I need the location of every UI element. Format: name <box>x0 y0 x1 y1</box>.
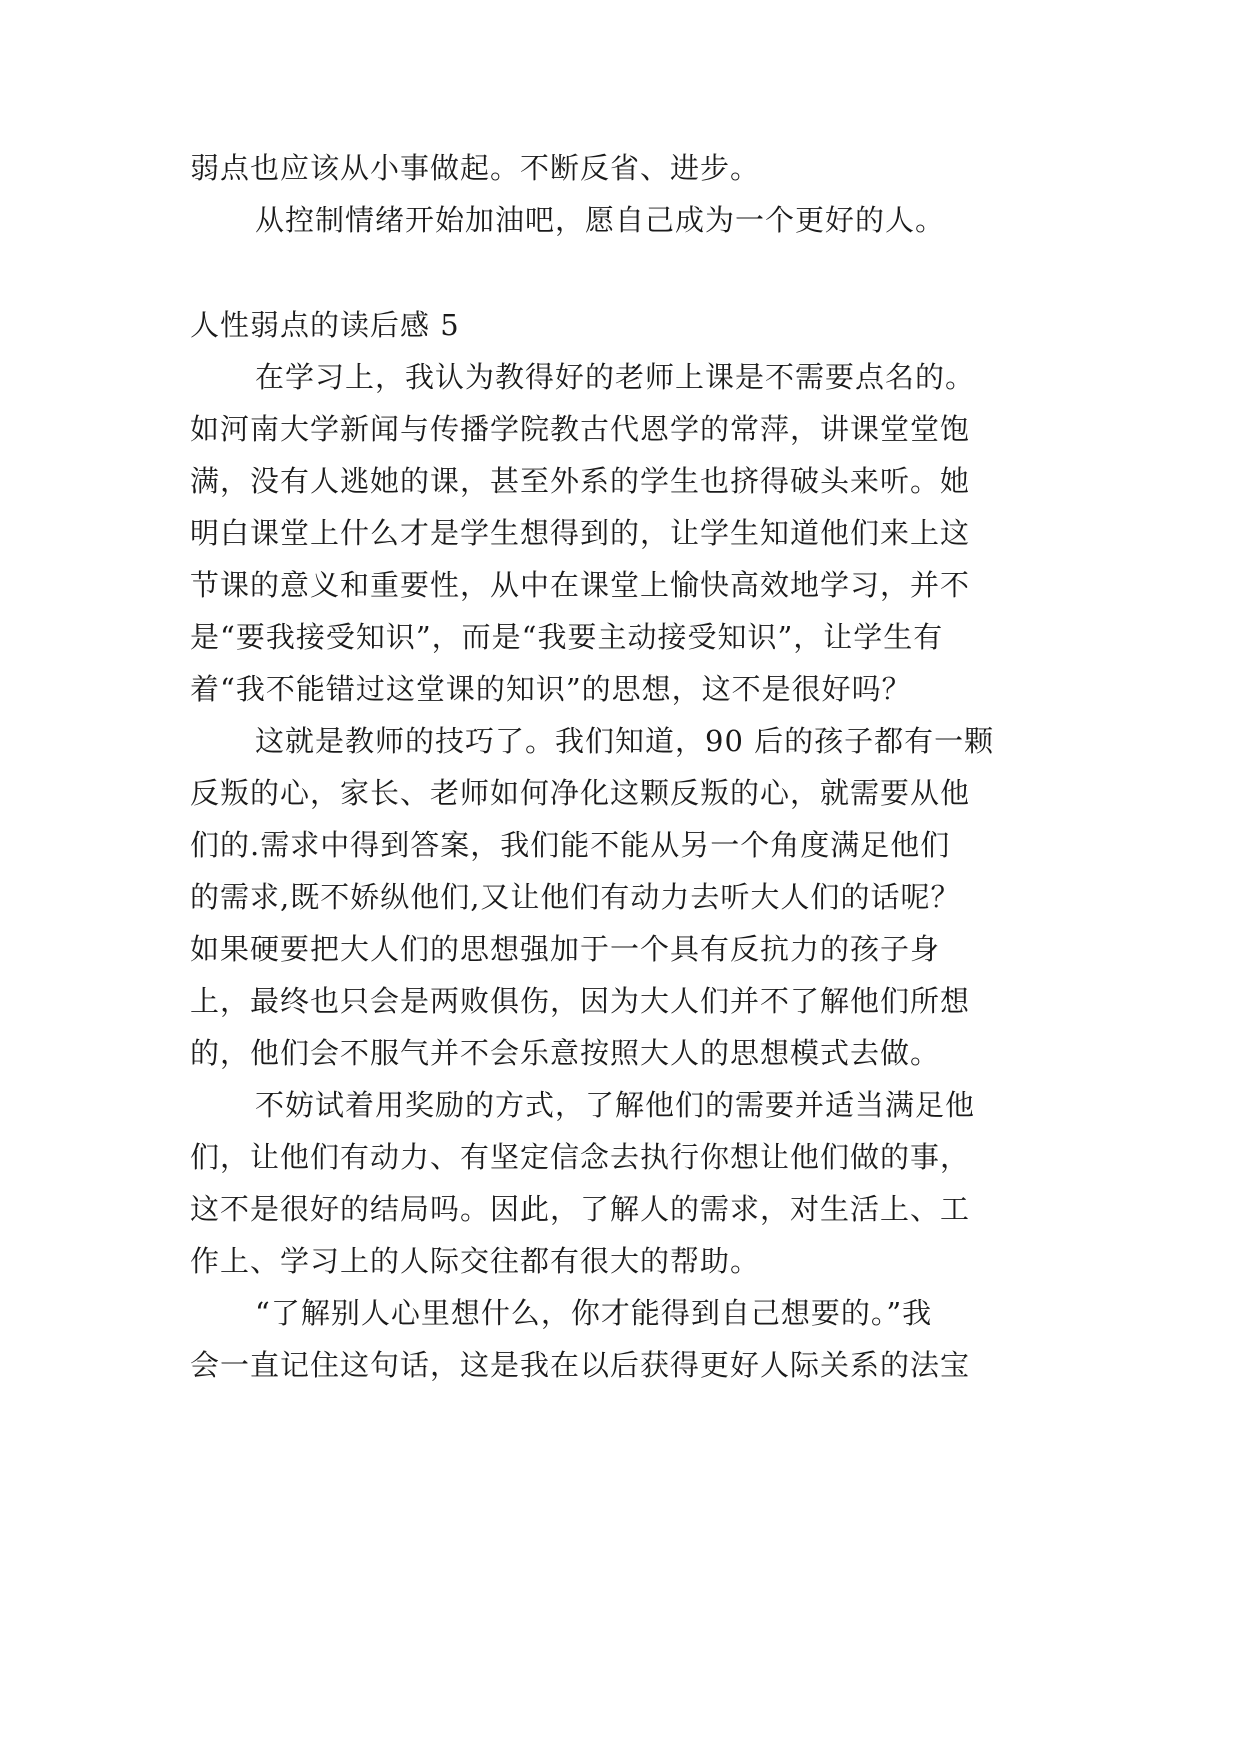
text-line: 们，让他们有动力、有坚定信念去执行你想让他们做的事， <box>190 1140 971 1174</box>
text-line: 这就是教师的技巧了。我们知道，90 后的孩子都有一颗 <box>255 724 995 758</box>
text-line: 如果硬要把大人们的思想强加于一个具有反抗力的孩子身 <box>190 932 941 966</box>
text-line: 明白课堂上什么才是学生想得到的，让学生知道他们来上这 <box>190 516 971 550</box>
text-line: 这不是很好的结局吗。因此，了解人的需求，对生活上、工 <box>190 1192 971 1226</box>
text-line: 从控制情绪开始加油吧，愿自己成为一个更好的人。 <box>255 203 946 237</box>
text-line: 在学习上，我认为教得好的老师上课是不需要点名的。 <box>255 360 976 394</box>
text-line: 如河南大学新闻与传播学院教古代恩学的常萍，讲课堂堂饱 <box>190 412 971 446</box>
text-line: 满，没有人逃她的课，甚至外系的学生也挤得破头来听。她 <box>190 464 971 498</box>
text-line: 作上、学习上的人际交往都有很大的帮助。 <box>190 1244 761 1278</box>
text-line: “了解别人心里想什么，你才能得到自己想要的。”我 <box>255 1296 933 1330</box>
text-line: 是“要我接受知识”，而是“我要主动接受知识”，让学生有 <box>190 620 944 654</box>
text-line: 节课的意义和重要性，从中在课堂上愉快高效地学习，并不 <box>190 568 971 602</box>
text-line: 不妨试着用奖励的方式，了解他们的需要并适当满足他 <box>255 1088 976 1122</box>
text-line: 着“我不能错过这堂课的知识”的思想，这不是很好吗？ <box>190 672 912 706</box>
text-line: 反叛的心，家长、老师如何净化这颗反叛的心，就需要从他 <box>190 776 971 810</box>
text-line: 会一直记住这句话，这是我在以后获得更好人际关系的法宝 <box>190 1348 971 1382</box>
text-line: 的需求,既不娇纵他们,又让他们有动力去听大人们的话呢？ <box>190 880 961 914</box>
section-title: 人性弱点的读后感 5 <box>190 308 460 342</box>
text-line: 弱点也应该从小事做起。不断反省、进步。 <box>190 151 761 185</box>
text-line: 的，他们会不服气并不会乐意按照大人的思想模式去做。 <box>190 1036 941 1070</box>
text-line: 们的.需求中得到答案，我们能不能从另一个角度满足他们 <box>190 828 951 862</box>
text-line: 上，最终也只会是两败俱伤，因为大人们并不了解他们所想 <box>190 984 971 1018</box>
